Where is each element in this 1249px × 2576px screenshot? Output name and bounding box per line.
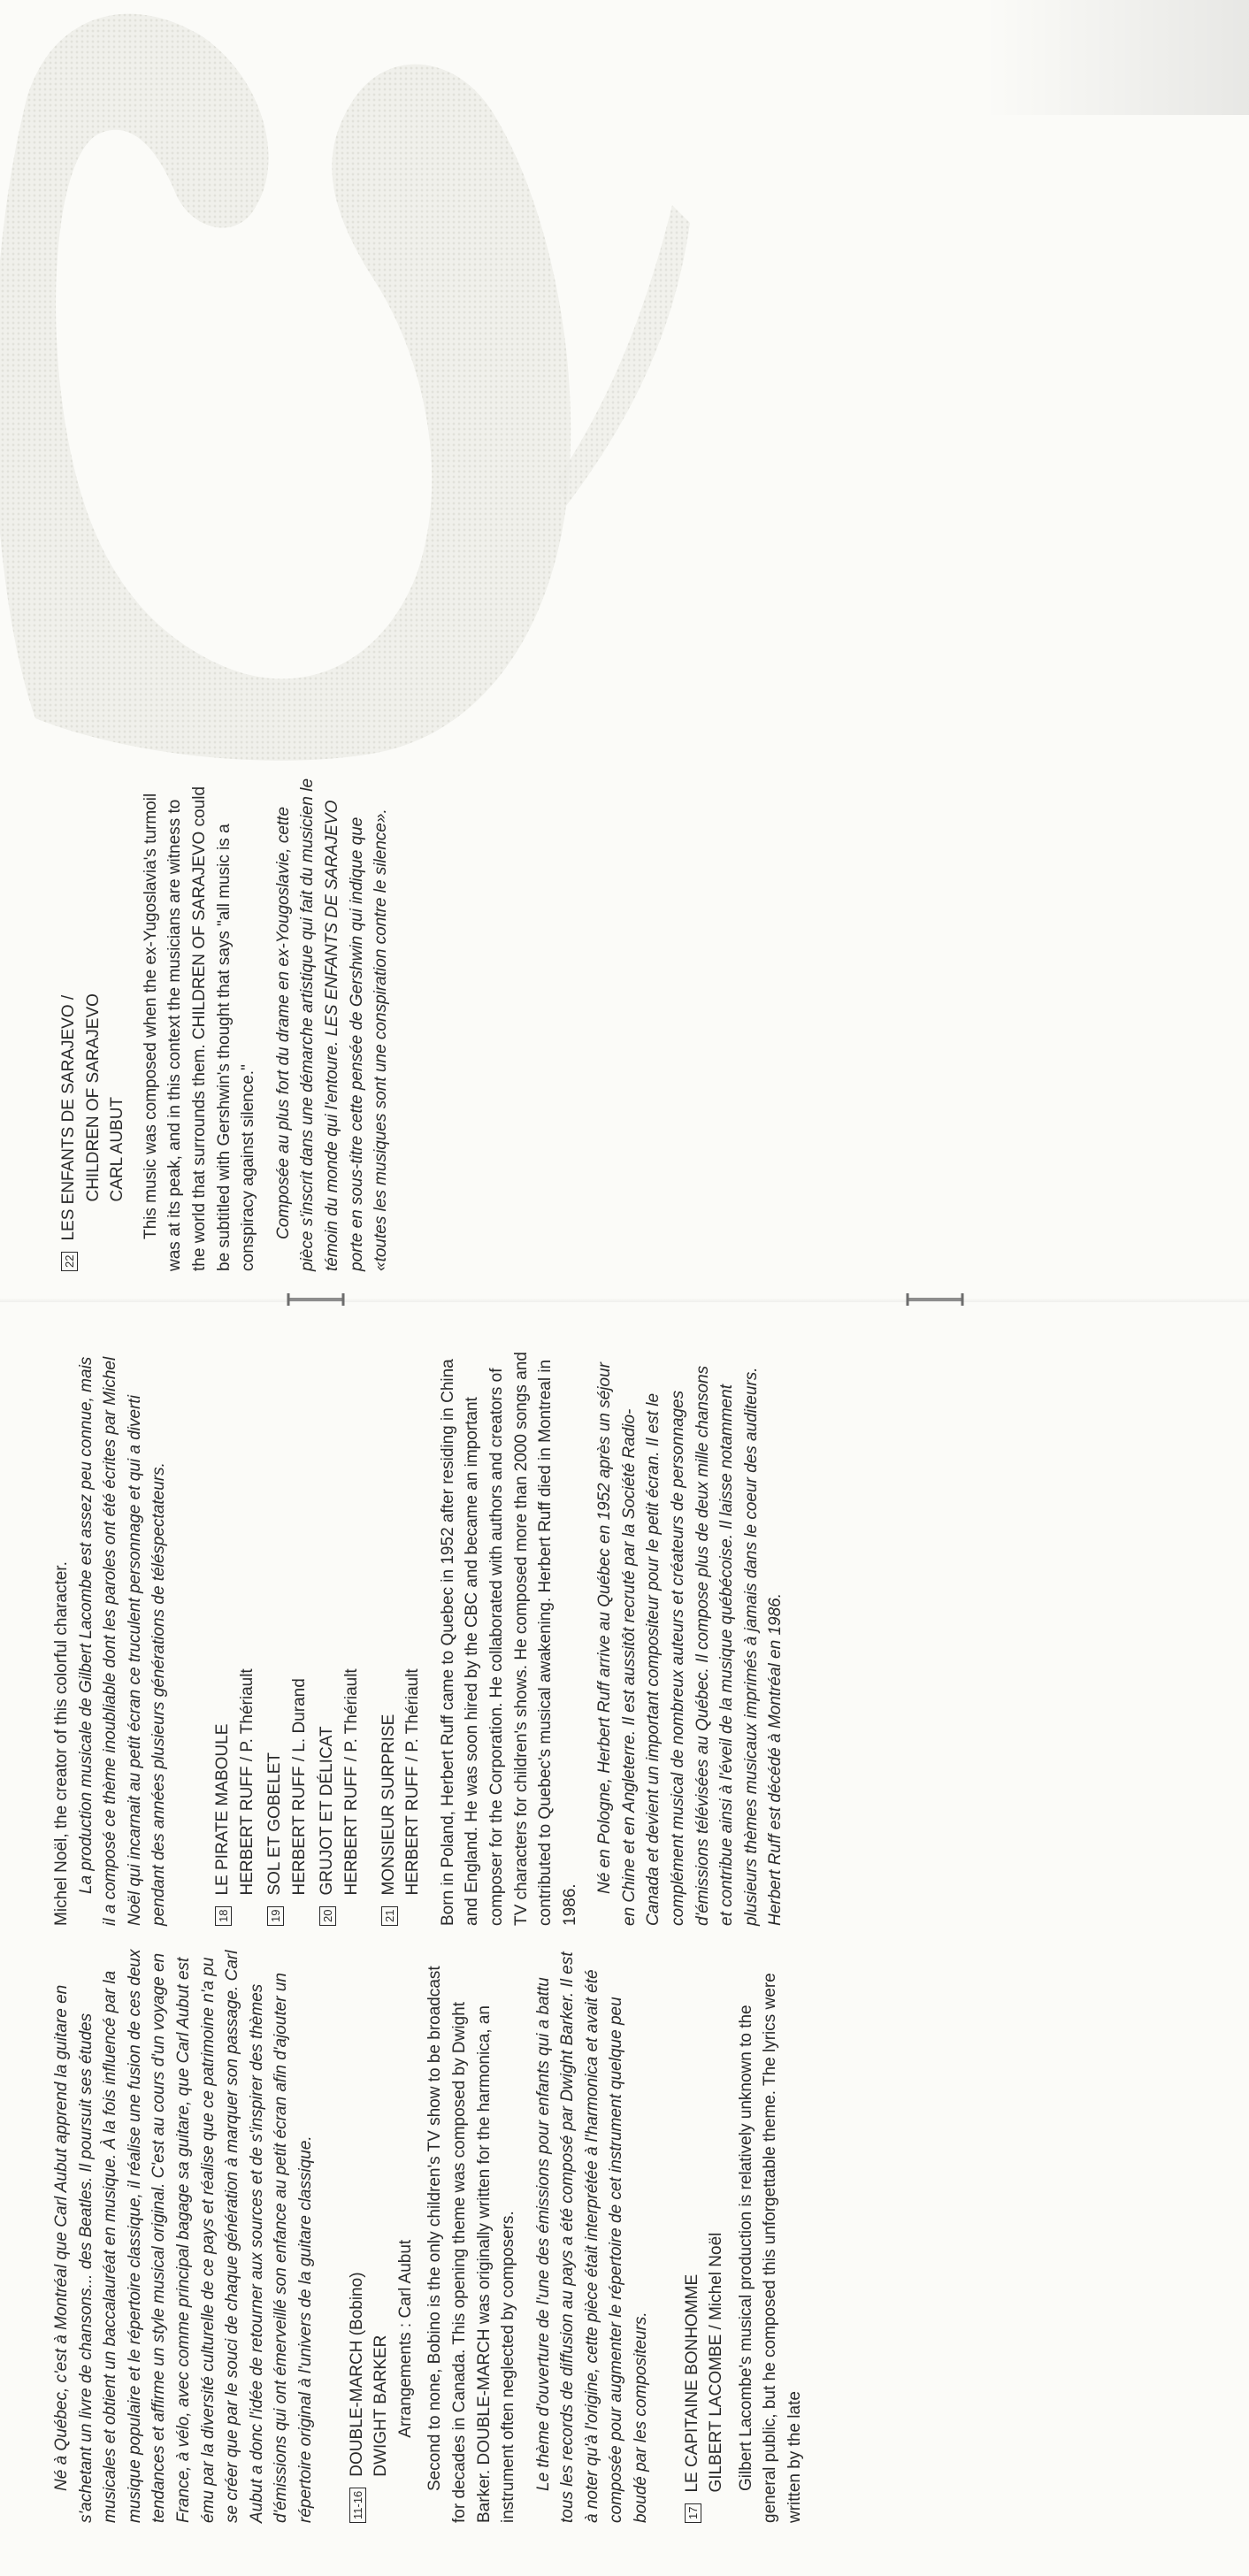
track-number-badge: 11-16 (349, 2488, 366, 2523)
track-heading (377, 1351, 425, 1926)
track-arranger: Arrangements : Carl Aubut (395, 2239, 415, 2438)
track-composer: CARL AUBUT (108, 1096, 127, 1202)
ruff-bio-en: Born in Poland, Herbert Ruff came to Quebec in 1952 after residing in China and England. He was soon hired by the CBC and became an important composer for the Corporation. He collaborated with authors and creators of TV characters for children's shows. He composed more than 2000 songs and contributed to Quebec's musical awakening. Herbert Ruff died in Montreal in 1986. (438, 1352, 579, 1926)
text-column-3 (50, 776, 394, 1271)
track-number-badge: 18 (215, 1906, 232, 1926)
aubut-bio-fr: Né à Québec, c'est à Montréal que Carl Aubut apprend la guitare en s'achetant un livre de chansons... des Beatles. Il poursuit ses études musicales et obtient un baccalauréat en musique. À la fois influencé par la musique populaire et le répertoire classique, il réalise une fusion de ces deux tendances et affirme un style musical original. C'est au cours d'un voyage en France, à vélo, avec comme principal bagage sa guitare, que Carl Aubut est ému par la diversité culturelle de ce pays et réalise que ce patrimoine n'a pu se créer que par le souci de chaque génération à marquer son passage. Carl Aubut a donc l'idée de retourner aux sources et de s'inspirer des thèmes d'émissions qui ont émerveillé son enfance au petit écran afin d'ajouter un répertoire original à l'univers de la guitare classique. (52, 1949, 315, 2523)
track-composer: HERBERT RUFF / L. Durand (289, 1678, 309, 1896)
staple-icon (904, 1286, 966, 1313)
track-number-badge: 19 (267, 1906, 284, 1926)
track-title: LES ENFANTS DE SARAJEVO / (59, 994, 78, 1241)
track-heading (211, 1351, 259, 1926)
track-heading (345, 1948, 418, 2523)
scan-shadow (984, 0, 1249, 115)
track-composer: GILBERT LACOMBE / Michel Noël (707, 2232, 726, 2493)
sarajevo-en: This music was composed when the ex-Yugoslavia's turmoil was at its peak, and in this context the musicians are witness to the world that surrounds them. CHILDREN OF SARAJEVO could be subtitled with Gershwin's thought that says "all music is a conspiracy against silence." (141, 786, 258, 1271)
track-composer: HERBERT RUFF / P. Thériault (341, 1668, 361, 1896)
track-number-badge: 22 (61, 1252, 78, 1271)
track-title: DOUBLE-MARCH (Bobino) (347, 2272, 366, 2477)
capitaine-bonhomme-fr: La production musicale de Gilbert Lacombe est assez peu connue, mais il a composé ce thème inoubliable dont les paroles ont été écrites par Michel Noël qui incarnait au petit écran ce truculent personnage et qui a diverti pendant des années plusieurs générations de téléspectateurs. (76, 1356, 169, 1926)
double-march-en: Second to none, Bobino is the only children's TV show to be broadcast for decades in Canada. This opening theme was composed by Dwight Barker. DOUBLE-MARCH was originally written for the harmonica, an instrument often neglected by composers. (425, 1966, 518, 2523)
track-heading (680, 1948, 729, 2523)
sarajevo-fr: Composée au plus fort du drame en ex-Yougoslavie, cette pièce s'inscrit dans une démarche artistique qui fait du musicien le témoin du monde qui l'entoure. LES ENFANTS DE SARAJEVO porte en sous-titre cette pensée de Gershwin qui indique que «toutes les musiques sont une conspiration contre le silence». (273, 778, 391, 1271)
capitaine-bonhomme-en: Gilbert Lacombe's musical production is relatively unknown to the general public, but he composed this unforgettable theme. The lyrics were written by the late (736, 1973, 805, 2523)
track-number-badge: 21 (381, 1906, 398, 1926)
track-heading (263, 1351, 311, 1926)
double-march-fr: Le thème d'ouverture de l'une des émissions pour enfants qui a battu tous les records de diffusion au pays a été composé par Dwight Barker. Il est à noter qu'à l'origine, cette pièce était interprétée à l'harmonica et avait été composée pour augmenter le répertoire de cet instrument quelque peu boudé par les compositeurs. (533, 1951, 651, 2523)
track-title: LE CAPITAINE BONHOMME (682, 2273, 701, 2493)
ruff-bio-fr: Né en Pologne, Herbert Ruff arrive au Québec en 1952 après un séjour en Chine et en Angleterre. Il est aussitôt recruté par la Société Radio-Canada et devient un important compositeur pour le petit écran. Il est le complément musical de nombreux auteurs et créateurs de personnages d'émissions télévisées au Québec. Il compose plus de deux mille chansons et contribue ainsi à l'éveil de la musique québécoise. Il laisse notamment plusieurs thèmes musicaux imprimés à jamais dans le coeur des auditeurs. Herbert Ruff est décédé à Montréal en 1986. (595, 1362, 785, 1926)
track-heading (57, 776, 130, 1271)
page-fold (0, 1299, 1249, 1302)
text-column-1 (50, 1948, 808, 2523)
track-number-badge: 20 (319, 1906, 336, 1926)
track-composer: HERBERT RUFF / P. Thériault (403, 1668, 423, 1896)
track-number-badge: 17 (685, 2503, 701, 2523)
treble-clef-watermark-icon (0, 0, 708, 771)
track-composer: HERBERT RUFF / P. Thériault (237, 1668, 257, 1896)
track-composer: DWIGHT BARKER (372, 2334, 391, 2477)
track-title: LE PIRATE MABOULE (212, 1723, 232, 1896)
track-title: GRUJOT ET DÉLICAT (318, 1726, 337, 1896)
staple-icon (285, 1286, 347, 1313)
capitaine-bonhomme-en-cont: Michel Noël, the creator of this colorful character. (52, 1561, 71, 1926)
track-title: MONSIEUR SURPRISE (379, 1714, 398, 1896)
track-heading (315, 1351, 364, 1926)
track-title-english: CHILDREN OF SARAJEVO (83, 993, 103, 1202)
text-column-2 (50, 1351, 788, 1926)
track-title: SOL ET GOBELET (265, 1752, 285, 1896)
